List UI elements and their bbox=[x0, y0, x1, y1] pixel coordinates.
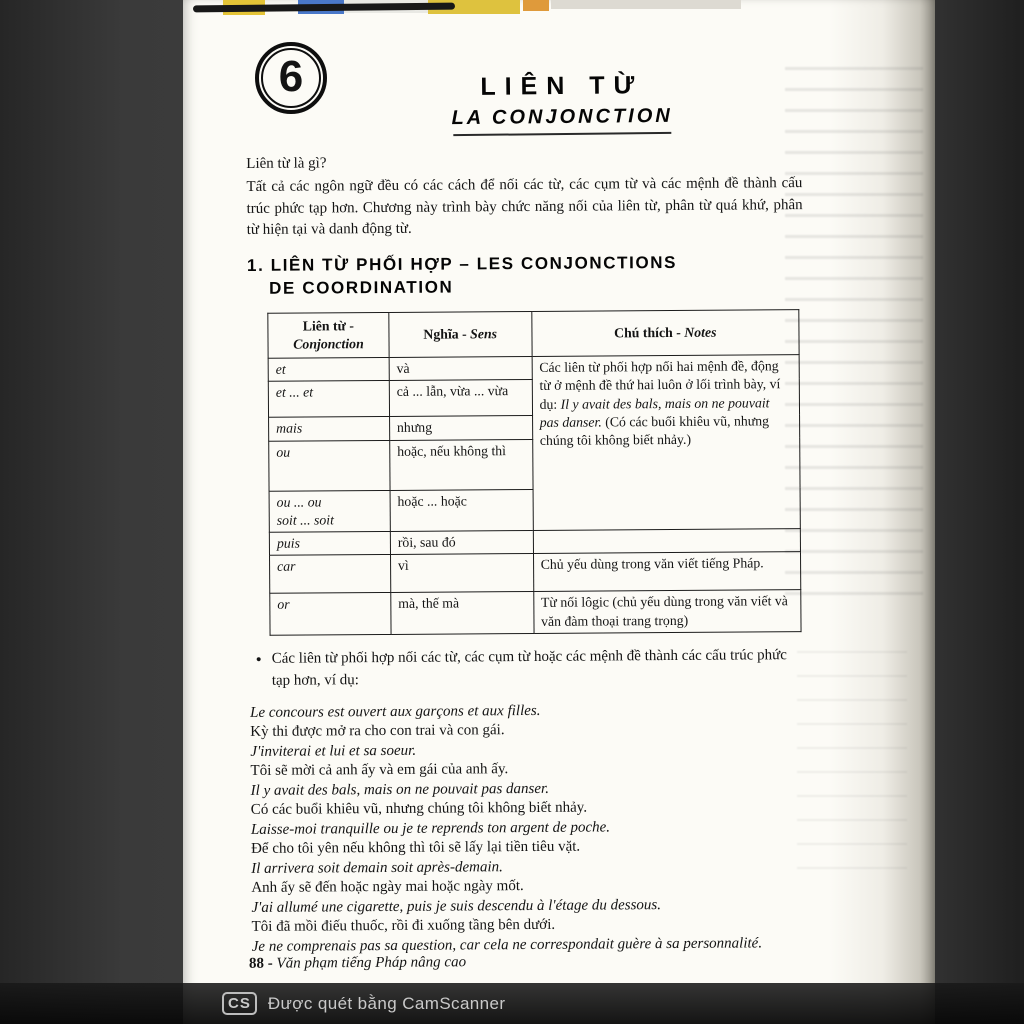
example-vi: Kỳ thi được mở ra cho con trai và con gái. bbox=[250, 722, 505, 741]
chapter-title-vietnamese: LIÊN TỪ bbox=[480, 71, 644, 101]
chapter-title bbox=[427, 71, 698, 137]
cell-sens: hoặc ... hoặc bbox=[390, 489, 533, 531]
table-row bbox=[268, 355, 799, 382]
note-part2: (Có các buổi khiêu vũ, nhưng chúng tôi không biết nhảy.) bbox=[539, 413, 770, 449]
note-part1: Các liên từ phối hợp nối hai mệnh đề, động từ ở mệnh đề thứ hai luôn ở lối trình bày, ví dụ: bbox=[539, 358, 781, 412]
example-vi: Tôi đã mồi điếu thuốc, rồi đi xuống tầng bên dưới. bbox=[251, 917, 556, 936]
scan-artifact bbox=[551, 0, 741, 9]
cell-note-merged bbox=[532, 355, 801, 531]
cell-note bbox=[533, 529, 801, 554]
page-bleed-through bbox=[797, 640, 907, 890]
page-bleed-through bbox=[785, 58, 923, 598]
table-header-row bbox=[268, 309, 799, 358]
header-sens bbox=[389, 311, 532, 357]
book-page-scan bbox=[183, 0, 935, 1024]
cell-conj: or bbox=[270, 593, 391, 636]
cell-sens: cả ... lẫn, vừa ... vừa bbox=[389, 380, 532, 417]
camscanner-logo-icon: CS bbox=[222, 992, 257, 1015]
camscanner-label: Được quét bằng CamScanner bbox=[267, 993, 506, 1013]
chapter-title-french: LA CONJONCTION bbox=[451, 104, 673, 130]
page-footer bbox=[249, 954, 466, 973]
cell-sens: vì bbox=[390, 554, 533, 593]
header-notes-label: Chú thích - bbox=[614, 324, 681, 341]
cell-sens: rồi, sau đó bbox=[390, 531, 533, 555]
table-row bbox=[270, 590, 801, 636]
cell-conj: et ... et bbox=[268, 381, 389, 418]
example-fr: Il arrivera soit demain soit après-demain. bbox=[251, 858, 503, 877]
header-sens-label: Nghĩa - bbox=[423, 326, 467, 342]
chapter-number-badge bbox=[255, 42, 327, 114]
cell-sens: mà, thế mà bbox=[391, 592, 534, 635]
camscanner-watermark-bar bbox=[0, 983, 1024, 1024]
page-number: 88 - bbox=[248, 955, 273, 972]
bullet-text: Các liên từ phối hợp nối các từ, các cụm từ hoặc các mệnh đề thành các cấu trúc phức tạp hơn, ví dụ: bbox=[271, 647, 787, 689]
intro-question: Liên từ là gì? bbox=[246, 155, 327, 172]
section-1-heading-line1: 1. LIÊN TỪ PHỐI HỢP – LES CONJONCTIONS bbox=[246, 252, 678, 275]
header-notes-sub: Notes bbox=[684, 324, 717, 340]
table-row bbox=[270, 552, 801, 594]
section-1-heading-line2: DE COORDINATION bbox=[269, 277, 454, 298]
example-vi: Có các buổi khiêu vũ, nhưng chúng tôi không biết nhảy. bbox=[250, 799, 588, 819]
header-notes bbox=[531, 309, 799, 356]
section-1-heading bbox=[247, 251, 803, 301]
cell-conj: mais bbox=[269, 417, 390, 441]
bullet-paragraph bbox=[250, 645, 806, 692]
cell-conj: car bbox=[270, 555, 391, 594]
cell-conj: et bbox=[268, 358, 389, 382]
example-fr: Laisse-moi tranquille ou je te reprends ton argent de poche. bbox=[250, 819, 611, 838]
cell-sens: hoặc, nếu không thì bbox=[390, 439, 533, 490]
example-fr: Je ne comprenais pas sa question, car cela ne correspondait guère à sa personnalité. bbox=[251, 935, 763, 955]
header-conjonction-label: Liên từ - bbox=[302, 318, 354, 334]
cell-note: Từ nối lôgic (chủ yếu dùng trong văn viết và văn đàm thoại trang trọng) bbox=[533, 590, 801, 634]
cell-note: Chủ yếu dùng trong văn viết tiếng Pháp. bbox=[533, 552, 801, 592]
cell-conj: ou ... ou soit ... soit bbox=[269, 490, 390, 532]
header-sens-sub: Sens bbox=[470, 326, 498, 342]
book-title: Văn phạm tiếng Pháp nâng cao bbox=[276, 954, 467, 972]
example-fr: J'inviterai et lui et sa soeur. bbox=[250, 742, 417, 760]
header-conjonction-sub: Conjonction bbox=[293, 336, 364, 352]
scan-artifact bbox=[523, 0, 549, 11]
example-fr: Le concours est ouvert aux garçons et aux filles. bbox=[250, 702, 541, 721]
cell-conj: ou bbox=[269, 440, 390, 491]
example-vi: Anh ấy sẽ đến hoặc ngày mai hoặc ngày mốt. bbox=[251, 878, 524, 897]
conjunctions-table bbox=[267, 309, 801, 636]
header-conjonction bbox=[268, 312, 389, 358]
note-french-example: Il y avait des bals, mais on ne pouvait pas danser. bbox=[539, 394, 770, 430]
page-content bbox=[246, 150, 808, 957]
example-vi: Để cho tôi yên nếu không thì tôi sẽ lấy lại tiền tiêu vặt. bbox=[251, 838, 581, 858]
example-fr: J'ai allumé une cigarette, puis je suis descendu à l'étage du dessous. bbox=[251, 896, 662, 916]
cell-conj: puis bbox=[269, 532, 390, 556]
cell-sens: và bbox=[389, 357, 532, 381]
chapter-number: 6 bbox=[278, 52, 304, 101]
bullet-icon: • bbox=[255, 650, 262, 670]
example-sentences bbox=[250, 700, 808, 957]
title-underline bbox=[453, 132, 671, 136]
cell-sens: nhưng bbox=[389, 416, 532, 440]
example-fr: Il y avait des bals, mais on ne pouvait pas danser. bbox=[250, 780, 550, 799]
intro-paragraph: Tất cả các ngôn ngữ đều có các cách để nối các từ, các cụm từ và các mệnh đề thành cấu trúc phức tạp hơn. Chương này trình bày chức năng nối của liên từ, phân từ quá khứ, phân từ hiện tại và danh động từ. bbox=[246, 174, 803, 239]
example-vi: Tôi sẽ mời cả anh ấy và em gái của anh ấy. bbox=[250, 761, 509, 780]
top-edge-artifacts bbox=[183, 0, 935, 22]
